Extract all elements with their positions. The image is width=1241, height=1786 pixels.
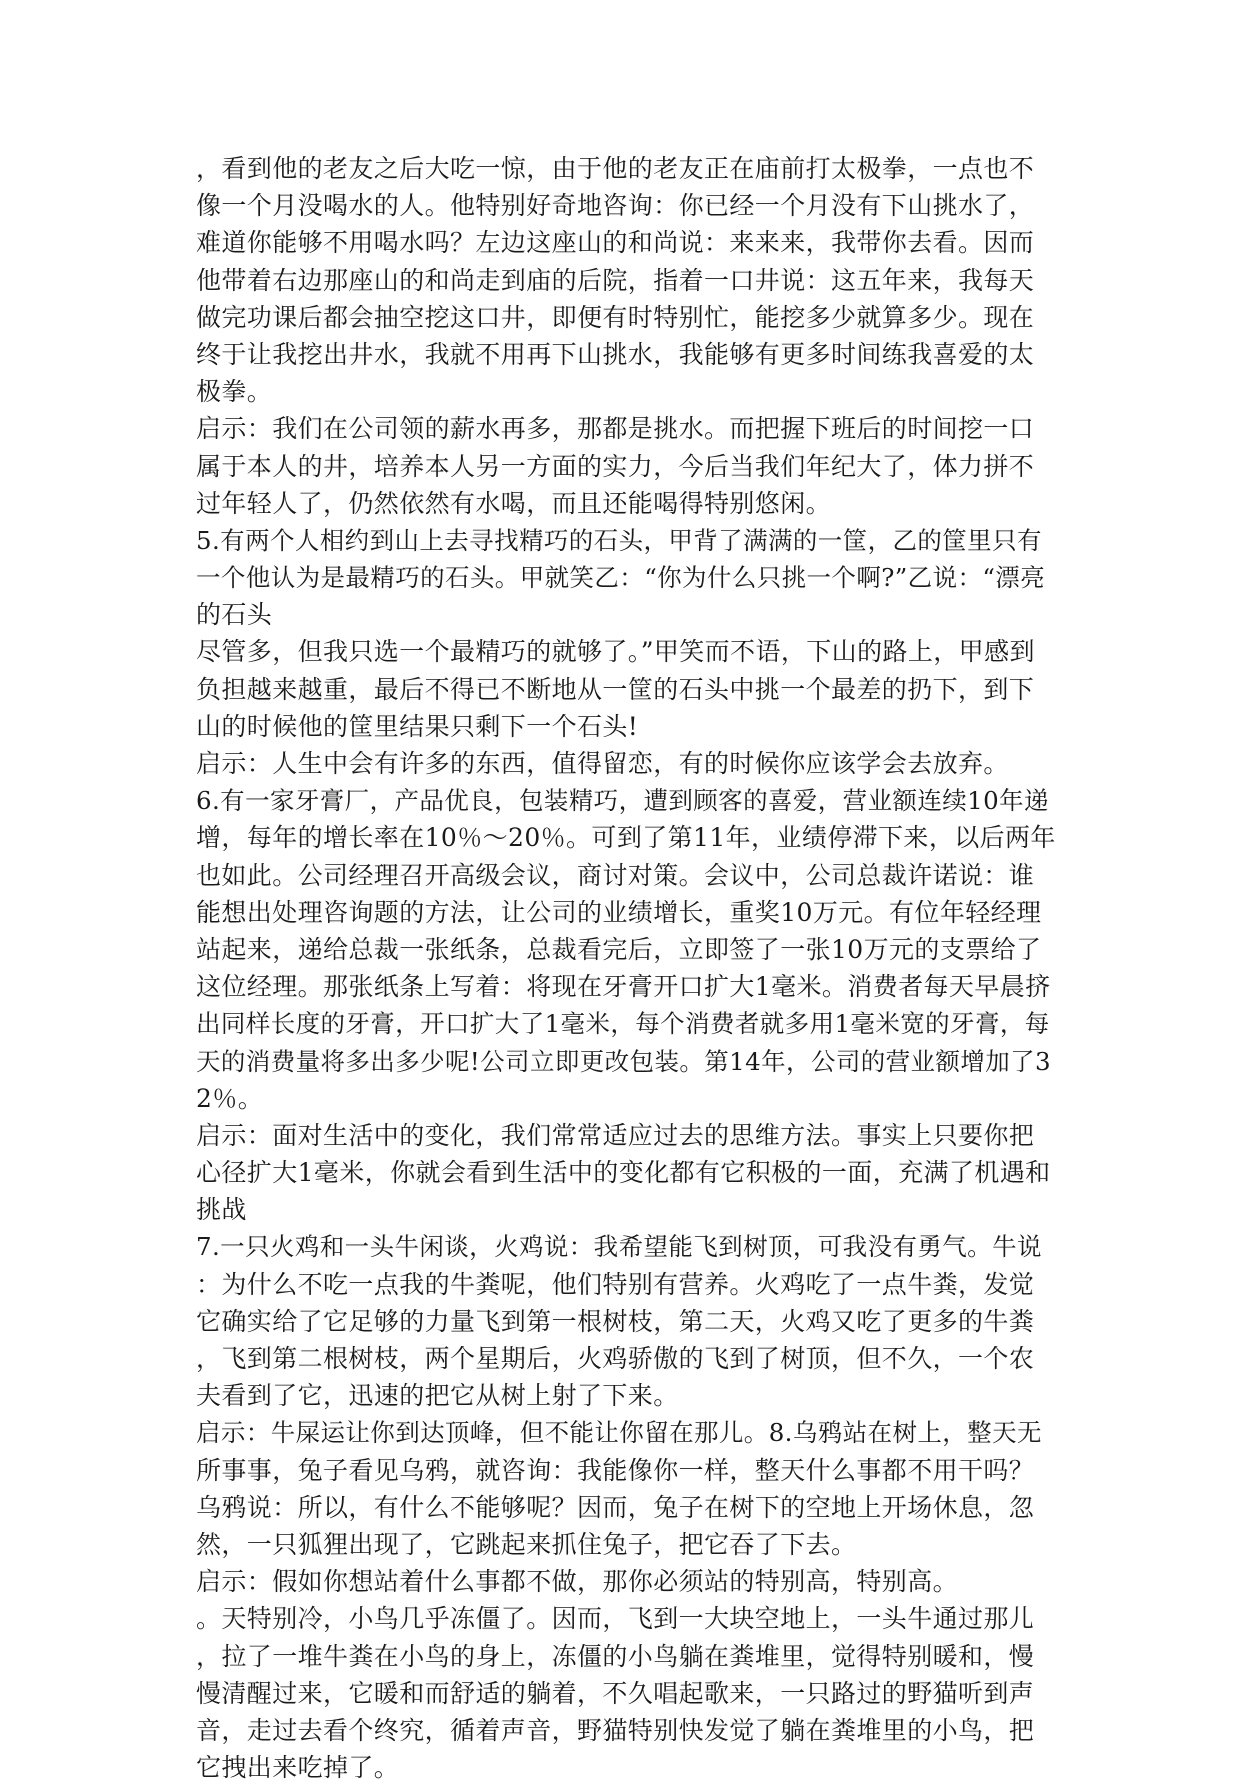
text-line: 音，走过去看个终究，循着声音，野猫特别快发觉了躺在粪堆里的小鸟，把 — [196, 1715, 1035, 1745]
text-line: 也如此。公司经理召开高级会议，商讨对策。会议中，公司总裁许诺说：谁 — [196, 860, 1035, 890]
text-line: 山的时候他的筐里结果只剩下一个石头! — [196, 711, 639, 741]
text-line: 启示：面对生活中的变化，我们常常适应过去的思维方法。事实上只要你把 — [196, 1120, 1035, 1150]
text-line: 2％。 — [196, 1083, 264, 1113]
text-line: 然，一只狐狸出现了，它跳起来抓住兔子，把它吞了下去。 — [196, 1529, 857, 1559]
text-line: 启示：牛屎运让你到达顶峰，但不能让你留在那儿。8.乌鸦站在树上，整天无 — [196, 1418, 1042, 1448]
text-line: 乌鸦说：所以，有什么不能够呢？因而，兔子在树下的空地上开场休息，忽 — [196, 1492, 1035, 1522]
document-body — [196, 150, 1056, 1786]
text-line: 它拽出来吃掉了。 — [196, 1753, 400, 1783]
text-line: 的石头 — [196, 600, 273, 630]
text-line: ，拉了一堆牛粪在小鸟的身上，冻僵的小鸟躺在粪堆里，觉得特别暖和，慢 — [196, 1641, 1035, 1671]
text-line: 夫看到了它，迅速的把它从树上射了下来。 — [196, 1381, 679, 1411]
text-line: 所事事，兔子看见乌鸦，就咨询：我能像你一样，整天什么事都不用干吗？ — [196, 1455, 1035, 1485]
text-line: 负担越来越重，最后不得已不断地从一筐的石头中挑一个最差的扔下，到下 — [196, 674, 1035, 704]
text-line: 天的消费量将多出多少呢!公司立即更改包装。第14年，公司的营业额增加了3 — [196, 1046, 1052, 1076]
text-line: 难道你能够不用喝水吗？左边这座山的和尚说：来来来，我带你去看。因而 — [196, 228, 1035, 258]
text-line: 一个他认为是最精巧的石头。甲就笑乙：“你为什么只挑一个啊?”乙说：“漂亮 — [196, 563, 1046, 593]
text-line: 心径扩大1毫米，你就会看到生活中的变化都有它积极的一面，充满了机遇和 — [196, 1158, 1051, 1188]
text-line: 启示：我们在公司领的薪水再多，那都是挑水。而把握下班后的时间挖一口 — [196, 414, 1035, 444]
text-line: 终于让我挖出井水，我就不用再下山挑水，我能够有更多时间练我喜爱的太 — [196, 339, 1035, 369]
text-line: 启示：人生中会有许多的东西，值得留恋，有的时候你应该学会去放弃。 — [196, 749, 1009, 778]
text-line: 增，每年的增长率在10％～20％。可到了第11年，业绩停滞下来，以后两年 — [196, 823, 1056, 853]
text-line: 站起来，递给总裁一张纸条，总裁看完后，立即签了一张10万元的支票给了 — [196, 934, 1042, 964]
text-line: 启示：假如你想站着什么事都不做，那你必须站的特别高，特别高。 — [196, 1567, 959, 1597]
text-line: 过年轻人了，仍然依然有水喝，而且还能喝得特别悠闲。 — [196, 488, 832, 518]
text-line: 7.一只火鸡和一头牛闲谈，火鸡说：我希望能飞到树顶，可我没有勇气。牛说 — [196, 1232, 1042, 1262]
text-line: 极拳。 — [196, 377, 273, 407]
text-line: 6.有一家牙膏厂，产品优良，包装精巧，遭到顾客的喜爱，营业额连续10年递 — [196, 786, 1049, 816]
text-line: 它确实给了它足够的力量飞到第一根树枝，第二天，火鸡又吃了更多的牛粪 — [196, 1306, 1035, 1336]
text-line: 出同样长度的牙膏，开口扩大了1毫米，每个消费者就多用1毫米宽的牙膏，每 — [196, 1009, 1050, 1039]
text-line: ，看到他的老友之后大吃一惊，由于他的老友正在庙前打太极拳，一点也不 — [196, 154, 1035, 183]
text-line: 做完功课后都会抽空挖这口井，即便有时特别忙，能挖多少就算多少。现在 — [196, 302, 1035, 332]
text-line: 尽管多，但我只选一个最精巧的就够了。”甲笑而不语，下山的路上，甲感到 — [196, 637, 1035, 667]
text-line: 这位经理。那张纸条上写着：将现在牙膏开口扩大1毫米。消费者每天早晨挤 — [196, 972, 1051, 1002]
text-line: 属于本人的井，培养本人另一方面的实力，今后当我们年纪大了，体力拼不 — [196, 451, 1035, 481]
text-line: ：为什么不吃一点我的牛粪呢，他们特别有营养。火鸡吃了一点牛粪，发觉 — [196, 1269, 1035, 1299]
text-line: ，飞到第二根树枝，两个星期后，火鸡骄傲的飞到了树顶，但不久，一个农 — [196, 1344, 1035, 1373]
text-line: 像一个月没喝水的人。他特别好奇地咨询：你已经一个月没有下山挑水了， — [196, 191, 1035, 221]
text-line: 。天特别冷，小鸟几乎冻僵了。因而，飞到一大块空地上，一头牛通过那儿 — [196, 1604, 1035, 1634]
text-line: 他带着右边那座山的和尚走到庙的后院，指着一口井说：这五年来，我每天 — [196, 265, 1035, 295]
text-line: 挑战 — [196, 1195, 247, 1225]
text-line: 慢清醒过来，它暖和而舒适的躺着，不久唱起歌来，一只路过的野猫听到声 — [196, 1678, 1035, 1708]
text-line: 能想出处理咨询题的方法，让公司的业绩增长，重奖10万元。有位年轻经理 — [196, 897, 1042, 927]
text-line: 5.有两个人相约到山上去寻找精巧的石头，甲背了满满的一筐，乙的筐里只有 — [196, 525, 1042, 555]
